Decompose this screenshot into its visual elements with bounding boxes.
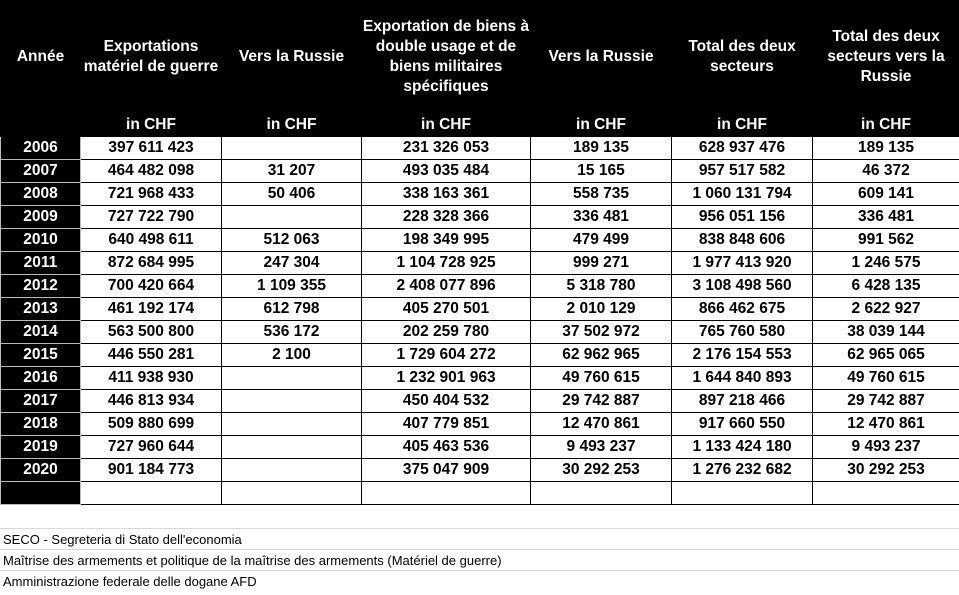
value-cell[interactable]: 1 104 728 925	[362, 252, 531, 275]
value-cell[interactable]: 29 742 887	[531, 390, 672, 413]
table-row	[1, 206, 959, 229]
value-cell[interactable]: 479 499	[531, 229, 672, 252]
value-cell[interactable]: 917 660 550	[672, 413, 813, 436]
table-row	[1, 321, 959, 344]
year-cell[interactable]: 2014	[1, 321, 81, 344]
source-text: Amministrazione federale delle dogane AFD	[3, 574, 257, 589]
value-cell[interactable]: 1 276 232 682	[672, 459, 813, 482]
value-cell[interactable]: 37 502 972	[531, 321, 672, 344]
value-cell[interactable]: 247 304	[222, 252, 362, 275]
year-cell[interactable]: 2020	[1, 459, 81, 482]
value-cell[interactable]: 228 328 366	[362, 206, 531, 229]
header-cell[interactable]: Vers la Russie	[222, 1, 362, 114]
source-line-seco[interactable]	[0, 528, 959, 549]
value-cell[interactable]: 46 372	[813, 160, 959, 183]
value-cell[interactable]: 411 938 930	[81, 367, 222, 390]
value-cell[interactable]: 509 880 699	[81, 413, 222, 436]
table-row	[1, 459, 959, 482]
year-cell[interactable]: 2016	[1, 367, 81, 390]
value-cell[interactable]: 29 742 887	[813, 390, 959, 413]
value-cell[interactable]	[222, 413, 362, 436]
value-cell[interactable]: 2 176 154 553	[672, 344, 813, 367]
table-row	[1, 413, 959, 436]
value-cell[interactable]: 1 246 575	[813, 252, 959, 275]
table-row	[1, 367, 959, 390]
value-cell[interactable]: 198 349 995	[362, 229, 531, 252]
empty-cell[interactable]	[81, 482, 222, 505]
header-cell[interactable]: Exportations matériel de guerre	[81, 1, 222, 114]
header-cell[interactable]: Année	[1, 1, 81, 114]
value-cell[interactable]: 12 470 861	[531, 413, 672, 436]
value-cell[interactable]: 338 163 361	[362, 183, 531, 206]
value-cell[interactable]: 231 326 053	[362, 137, 531, 160]
value-cell[interactable]: 901 184 773	[81, 459, 222, 482]
value-cell[interactable]: 1 060 131 794	[672, 183, 813, 206]
year-cell[interactable]: 2018	[1, 413, 81, 436]
value-cell[interactable]: 957 517 582	[672, 160, 813, 183]
table-body	[1, 137, 959, 505]
table-row	[1, 298, 959, 321]
unit-cell[interactable]: in CHF	[222, 114, 362, 137]
value-cell[interactable]: 450 404 532	[362, 390, 531, 413]
header-row	[1, 1, 959, 114]
source-text: Maîtrise des armements et politique de la maîtrise des armements (Matériel de guerre)	[3, 553, 502, 568]
value-cell[interactable]: 866 462 675	[672, 298, 813, 321]
value-cell[interactable]: 9 493 237	[813, 436, 959, 459]
source-text: SECO - Segreteria di Stato dell'economia	[3, 532, 242, 547]
value-cell[interactable]: 727 960 644	[81, 436, 222, 459]
year-cell[interactable]: 2009	[1, 206, 81, 229]
value-cell[interactable]: 872 684 995	[81, 252, 222, 275]
value-cell[interactable]: 62 962 965	[531, 344, 672, 367]
value-cell[interactable]: 464 482 098	[81, 160, 222, 183]
value-cell[interactable]: 2 408 077 896	[362, 275, 531, 298]
table-row	[1, 137, 959, 160]
year-cell[interactable]: 2015	[1, 344, 81, 367]
value-cell[interactable]: 897 218 466	[672, 390, 813, 413]
value-cell[interactable]: 558 735	[531, 183, 672, 206]
empty-cell[interactable]	[222, 482, 362, 505]
year-cell[interactable]: 2010	[1, 229, 81, 252]
table-row	[1, 229, 959, 252]
value-cell[interactable]: 407 779 851	[362, 413, 531, 436]
value-cell[interactable]: 640 498 611	[81, 229, 222, 252]
empty-cell[interactable]	[813, 482, 959, 505]
value-cell[interactable]: 493 035 484	[362, 160, 531, 183]
value-cell[interactable]: 1 644 840 893	[672, 367, 813, 390]
value-cell[interactable]: 956 051 156	[672, 206, 813, 229]
value-cell[interactable]: 727 722 790	[81, 206, 222, 229]
value-cell[interactable]: 49 760 615	[813, 367, 959, 390]
unit-cell[interactable]	[1, 114, 81, 137]
value-cell[interactable]: 336 481	[813, 206, 959, 229]
table-row	[1, 390, 959, 413]
year-cell[interactable]: 2019	[1, 436, 81, 459]
value-cell[interactable]: 3 108 498 560	[672, 275, 813, 298]
source-line-customs[interactable]	[0, 570, 959, 591]
value-cell[interactable]: 1 232 901 963	[362, 367, 531, 390]
table-row	[1, 252, 959, 275]
value-cell[interactable]: 375 047 909	[362, 459, 531, 482]
value-cell[interactable]: 721 968 433	[81, 183, 222, 206]
empty-cell[interactable]	[362, 482, 531, 505]
value-cell[interactable]: 50 406	[222, 183, 362, 206]
value-cell[interactable]: 2 100	[222, 344, 362, 367]
value-cell[interactable]: 202 259 780	[362, 321, 531, 344]
value-cell[interactable]: 189 135	[813, 137, 959, 160]
table-row	[1, 344, 959, 367]
value-cell[interactable]: 1 729 604 272	[362, 344, 531, 367]
value-cell[interactable]: 512 063	[222, 229, 362, 252]
value-cell[interactable]: 1 133 424 180	[672, 436, 813, 459]
header-cell[interactable]: Total des deux secteurs	[672, 1, 813, 114]
table-row	[1, 160, 959, 183]
value-cell[interactable]	[222, 367, 362, 390]
value-cell[interactable]: 838 848 606	[672, 229, 813, 252]
value-cell[interactable]: 38 039 144	[813, 321, 959, 344]
table-row-empty	[1, 482, 959, 505]
value-cell[interactable]	[222, 206, 362, 229]
value-cell[interactable]: 1 977 413 920	[672, 252, 813, 275]
unit-cell[interactable]: in CHF	[813, 114, 959, 137]
value-cell[interactable]: 999 271	[531, 252, 672, 275]
unit-cell[interactable]: in CHF	[362, 114, 531, 137]
year-cell[interactable]: 2007	[1, 160, 81, 183]
value-cell[interactable]: 189 135	[531, 137, 672, 160]
value-cell[interactable]: 765 760 580	[672, 321, 813, 344]
unit-row	[1, 114, 959, 137]
value-cell[interactable]: 446 550 281	[81, 344, 222, 367]
unit-cell[interactable]: in CHF	[531, 114, 672, 137]
value-cell[interactable]: 461 192 174	[81, 298, 222, 321]
unit-cell[interactable]: in CHF	[672, 114, 813, 137]
year-cell[interactable]: 2013	[1, 298, 81, 321]
value-cell[interactable]: 628 937 476	[672, 137, 813, 160]
source-line-armaments[interactable]	[0, 549, 959, 570]
value-cell[interactable]: 62 965 065	[813, 344, 959, 367]
value-cell[interactable]: 30 292 253	[531, 459, 672, 482]
value-cell[interactable]	[222, 137, 362, 160]
value-cell[interactable]: 15 165	[531, 160, 672, 183]
value-cell[interactable]: 5 318 780	[531, 275, 672, 298]
value-cell[interactable]: 2 622 927	[813, 298, 959, 321]
value-cell[interactable]: 6 428 135	[813, 275, 959, 298]
value-cell[interactable]	[222, 459, 362, 482]
value-cell[interactable]: 9 493 237	[531, 436, 672, 459]
value-cell[interactable]: 1 109 355	[222, 275, 362, 298]
value-cell[interactable]: 405 463 536	[362, 436, 531, 459]
value-cell[interactable]: 700 420 664	[81, 275, 222, 298]
value-cell[interactable]: 563 500 800	[81, 321, 222, 344]
year-cell[interactable]: 2011	[1, 252, 81, 275]
header-cell[interactable]: Vers la Russie	[531, 1, 672, 114]
value-cell[interactable]: 12 470 861	[813, 413, 959, 436]
value-cell[interactable]: 49 760 615	[531, 367, 672, 390]
value-cell[interactable]: 30 292 253	[813, 459, 959, 482]
header-cell[interactable]: Exportation de biens à double usage et de biens militaires spécifiques	[362, 1, 531, 114]
year-cell[interactable]: 2008	[1, 183, 81, 206]
value-cell[interactable]: 612 798	[222, 298, 362, 321]
table-row	[1, 183, 959, 206]
value-cell[interactable]: 991 562	[813, 229, 959, 252]
value-cell[interactable]: 397 611 423	[81, 137, 222, 160]
value-cell[interactable]: 336 481	[531, 206, 672, 229]
year-cell[interactable]: 2012	[1, 275, 81, 298]
value-cell[interactable]: 446 813 934	[81, 390, 222, 413]
header-cell[interactable]: Total des deux secteurs vers la Russie	[813, 1, 959, 114]
unit-cell[interactable]: in CHF	[81, 114, 222, 137]
value-cell[interactable]	[222, 436, 362, 459]
value-cell[interactable]: 2 010 129	[531, 298, 672, 321]
empty-cell[interactable]	[1, 482, 81, 505]
value-cell[interactable]	[222, 390, 362, 413]
year-cell[interactable]: 2017	[1, 390, 81, 413]
empty-cell[interactable]	[531, 482, 672, 505]
value-cell[interactable]: 31 207	[222, 160, 362, 183]
value-cell[interactable]: 536 172	[222, 321, 362, 344]
year-cell[interactable]: 2006	[1, 137, 81, 160]
table-row	[1, 436, 959, 459]
empty-cell[interactable]	[672, 482, 813, 505]
value-cell[interactable]: 609 141	[813, 183, 959, 206]
value-cell[interactable]: 405 270 501	[362, 298, 531, 321]
table-row	[1, 275, 959, 298]
